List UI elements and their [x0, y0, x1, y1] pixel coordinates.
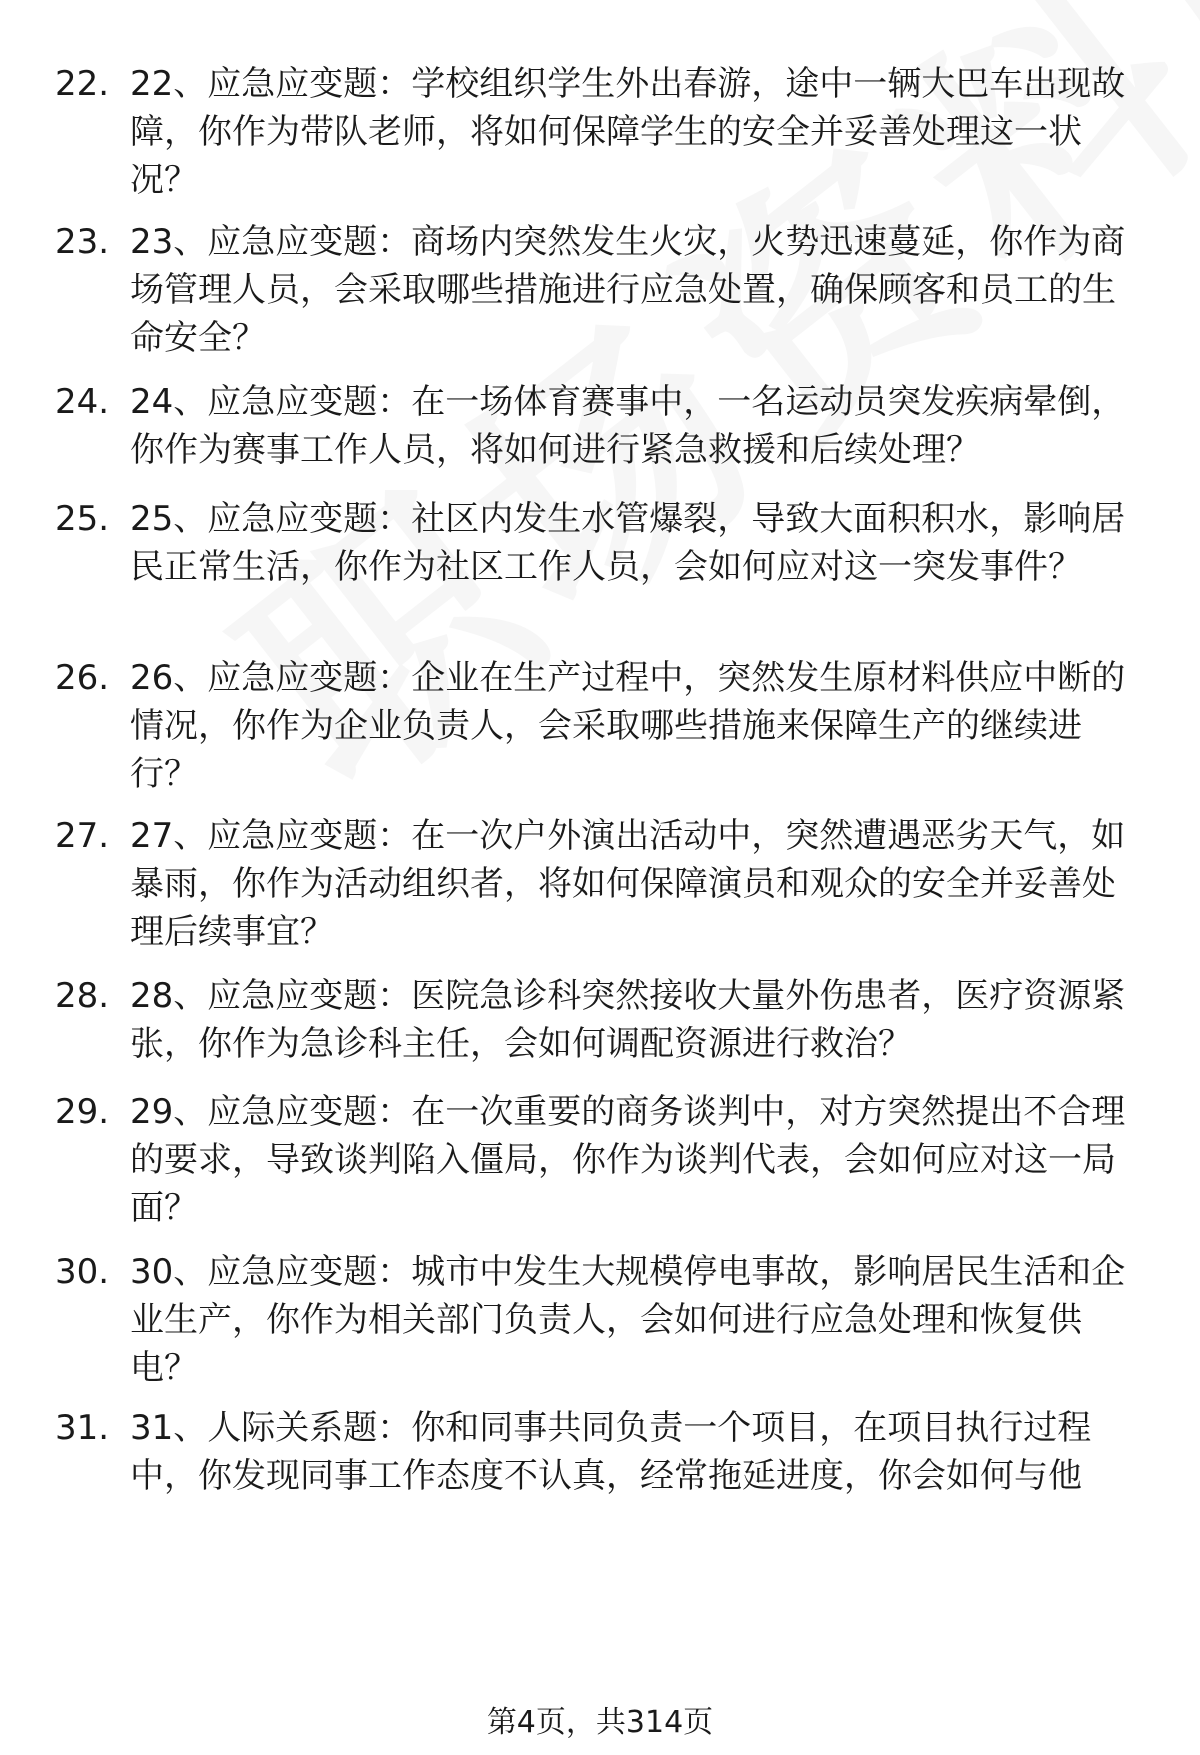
question-item-30: [55, 1248, 1145, 1392]
question-item-24: [55, 378, 1145, 474]
question-item-22: [55, 60, 1145, 204]
item-number: 25.: [55, 499, 110, 539]
item-text: 28、应急应变题：医院急诊科突然接收大量外伤患者，医疗资源紧张，你作为急诊科主任，会如何调配资源进行救治？: [130, 976, 1126, 1064]
item-number: 30.: [55, 1252, 110, 1292]
item-number: 27.: [55, 816, 110, 856]
item-number: 29.: [55, 1092, 110, 1132]
item-number: 23.: [55, 222, 110, 262]
item-text: 22、应急应变题：学校组织学生外出春游，途中一辆大巴车出现故障，你作为带队老师，将如何保障学生的安全并妥善处理这一状况？: [130, 64, 1126, 200]
question-item-29: [55, 1088, 1145, 1232]
item-number: 24.: [55, 382, 110, 422]
question-item-26: [55, 654, 1145, 798]
item-text: 24、应急应变题：在一场体育赛事中，一名运动员突发疾病晕倒，你作为赛事工作人员，将如何进行紧急救援和后续处理？: [130, 382, 1126, 470]
question-item-23: [55, 218, 1145, 362]
item-text: 26、应急应变题：企业在生产过程中，突然发生原材料供应中断的情况，你作为企业负责人，会采取哪些措施来保障生产的继续进行？: [130, 658, 1126, 794]
item-text: 29、应急应变题：在一次重要的商务谈判中，对方突然提出不合理的要求，导致谈判陷入僵局，你作为谈判代表，会如何应对这一局面？: [130, 1092, 1126, 1228]
question-item-25: [55, 495, 1145, 591]
item-number: 28.: [55, 976, 110, 1016]
item-number: 26.: [55, 658, 110, 698]
item-text: 30、应急应变题：城市中发生大规模停电事故，影响居民生活和企业生产，你作为相关部门负责人，会如何进行应急处理和恢复供电？: [130, 1252, 1126, 1388]
question-item-27: [55, 812, 1145, 956]
item-text: 25、应急应变题：社区内发生水管爆裂，导致大面积积水，影响居民正常生活，你作为社区工作人员，会如何应对这一突发事件？: [130, 499, 1126, 587]
page-footer: 第4页，共314页: [486, 1705, 714, 1740]
item-number: 31.: [55, 1408, 110, 1448]
item-text: 31、人际关系题：你和同事共同负责一个项目，在项目执行过程中，你发现同事工作态度不认真，经常拖延进度，你会如何与他: [130, 1408, 1092, 1496]
item-number: 22.: [55, 64, 110, 104]
item-text: 23、应急应变题：商场内突然发生火灾，火势迅速蔓延，你作为商场管理人员，会采取哪些措施进行应急处置，确保顾客和员工的生命安全？: [130, 222, 1126, 358]
question-item-28: [55, 972, 1145, 1068]
item-text: 27、应急应变题：在一次户外演出活动中，突然遭遇恶劣天气，如暴雨，你作为活动组织者，将如何保障演员和观众的安全并妥善处理后续事宜？: [130, 816, 1126, 952]
question-item-31: [55, 1404, 1145, 1500]
